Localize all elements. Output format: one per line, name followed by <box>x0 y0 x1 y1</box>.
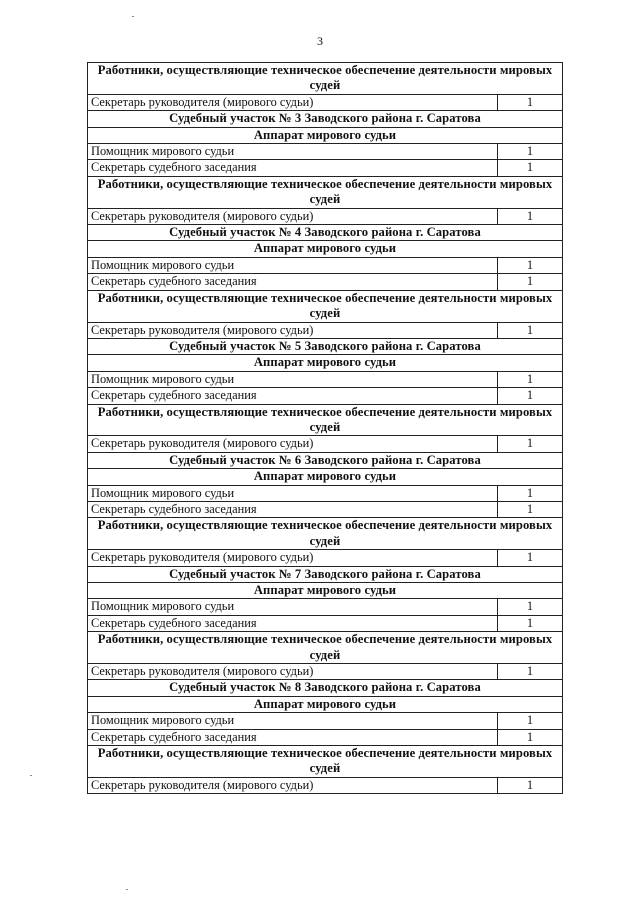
section-heading-row <box>88 583 563 599</box>
position-title: Секретарь руководителя (мирового судьи) <box>88 436 498 452</box>
section-heading-row <box>88 566 563 582</box>
table-row <box>88 599 563 615</box>
position-count: 1 <box>498 550 563 566</box>
section-heading-row <box>88 111 563 127</box>
scan-speck <box>132 16 134 17</box>
position-title: Секретарь руководителя (мирового судьи) <box>88 777 498 793</box>
table-row <box>88 322 563 338</box>
position-title: Секретарь руководителя (мирового судьи) <box>88 208 498 224</box>
position-title: Секретарь судебного заседания <box>88 388 498 404</box>
position-count: 1 <box>498 599 563 615</box>
section-heading-row <box>88 680 563 696</box>
position-count: 1 <box>498 615 563 631</box>
position-count: 1 <box>498 777 563 793</box>
section-heading-row <box>88 241 563 257</box>
section-heading: Работники, осуществляющие техническое обеспечение деятельности мировых судей <box>88 746 563 778</box>
section-heading: Работники, осуществляющие техническое обеспечение деятельности мировых судей <box>88 176 563 208</box>
section-heading: Аппарат мирового судьи <box>88 696 563 712</box>
section-heading-row <box>88 404 563 436</box>
position-count: 1 <box>498 322 563 338</box>
section-heading: Аппарат мирового судьи <box>88 469 563 485</box>
section-heading-row <box>88 746 563 778</box>
section-heading-row <box>88 176 563 208</box>
position-title: Секретарь судебного заседания <box>88 274 498 290</box>
position-count: 1 <box>498 713 563 729</box>
position-count: 1 <box>498 388 563 404</box>
section-heading: Работники, осуществляющие техническое обеспечение деятельности мировых судей <box>88 404 563 436</box>
table-row <box>88 501 563 517</box>
table-row <box>88 615 563 631</box>
page-number: 3 <box>317 34 323 48</box>
section-heading-row <box>88 127 563 143</box>
section-heading: Работники, осуществляющие техническое обеспечение деятельности мировых судей <box>88 518 563 550</box>
table-row <box>88 388 563 404</box>
table-row <box>88 274 563 290</box>
table-row <box>88 485 563 501</box>
section-heading: Судебный участок № 4 Заводского района г. Саратова <box>88 225 563 241</box>
position-count: 1 <box>498 144 563 160</box>
section-heading-row <box>88 696 563 712</box>
position-count: 1 <box>498 208 563 224</box>
position-count: 1 <box>498 160 563 176</box>
table-row <box>88 436 563 452</box>
section-heading: Судебный участок № 5 Заводского района г. Саратова <box>88 338 563 354</box>
position-title: Секретарь руководителя (мирового судьи) <box>88 550 498 566</box>
section-heading: Аппарат мирового судьи <box>88 127 563 143</box>
section-heading: Аппарат мирового судьи <box>88 583 563 599</box>
section-heading: Работники, осуществляющие техническое обеспечение деятельности мировых судей <box>88 63 563 95</box>
table-row <box>88 729 563 745</box>
table-row <box>88 94 563 110</box>
table-row <box>88 664 563 680</box>
section-heading-row <box>88 632 563 664</box>
position-title: Секретарь руководителя (мирового судьи) <box>88 322 498 338</box>
table-row <box>88 713 563 729</box>
position-title: Секретарь руководителя (мирового судьи) <box>88 94 498 110</box>
scan-speck <box>30 775 32 776</box>
position-count: 1 <box>498 94 563 110</box>
position-count: 1 <box>498 664 563 680</box>
table-row <box>88 371 563 387</box>
position-count: 1 <box>498 501 563 517</box>
table-row <box>88 550 563 566</box>
section-heading: Судебный участок № 3 Заводского района г. Саратова <box>88 111 563 127</box>
section-heading-row <box>88 290 563 322</box>
section-heading: Работники, осуществляющие техническое обеспечение деятельности мировых судей <box>88 290 563 322</box>
position-title: Помощник мирового судьи <box>88 144 498 160</box>
position-title: Помощник мирового судьи <box>88 371 498 387</box>
position-count: 1 <box>498 436 563 452</box>
position-title: Секретарь судебного заседания <box>88 729 498 745</box>
section-heading: Аппарат мирового судьи <box>88 355 563 371</box>
position-title: Секретарь судебного заседания <box>88 615 498 631</box>
position-count: 1 <box>498 485 563 501</box>
section-heading-row <box>88 469 563 485</box>
table-row <box>88 144 563 160</box>
position-title: Секретарь судебного заседания <box>88 160 498 176</box>
position-title: Помощник мирового судьи <box>88 485 498 501</box>
section-heading-row <box>88 452 563 468</box>
table-row <box>88 160 563 176</box>
position-title: Помощник мирового судьи <box>88 713 498 729</box>
section-heading-row <box>88 355 563 371</box>
position-count: 1 <box>498 729 563 745</box>
table-row <box>88 777 563 793</box>
table-row <box>88 257 563 273</box>
section-heading-row <box>88 63 563 95</box>
position-count: 1 <box>498 257 563 273</box>
position-title: Секретарь руководителя (мирового судьи) <box>88 664 498 680</box>
staffing-table <box>87 62 563 794</box>
position-title: Помощник мирового судьи <box>88 599 498 615</box>
position-title: Помощник мирового судьи <box>88 257 498 273</box>
section-heading-row <box>88 518 563 550</box>
section-heading-row <box>88 225 563 241</box>
scan-speck <box>126 889 128 890</box>
position-count: 1 <box>498 274 563 290</box>
position-title: Секретарь судебного заседания <box>88 501 498 517</box>
section-heading: Судебный участок № 8 Заводского района г. Саратова <box>88 680 563 696</box>
section-heading: Судебный участок № 6 Заводского района г. Саратова <box>88 452 563 468</box>
section-heading: Работники, осуществляющие техническое обеспечение деятельности мировых судей <box>88 632 563 664</box>
staffing-table-body <box>88 63 563 794</box>
table-row <box>88 208 563 224</box>
position-count: 1 <box>498 371 563 387</box>
section-heading-row <box>88 338 563 354</box>
section-heading: Судебный участок № 7 Заводского района г. Саратова <box>88 566 563 582</box>
section-heading: Аппарат мирового судьи <box>88 241 563 257</box>
